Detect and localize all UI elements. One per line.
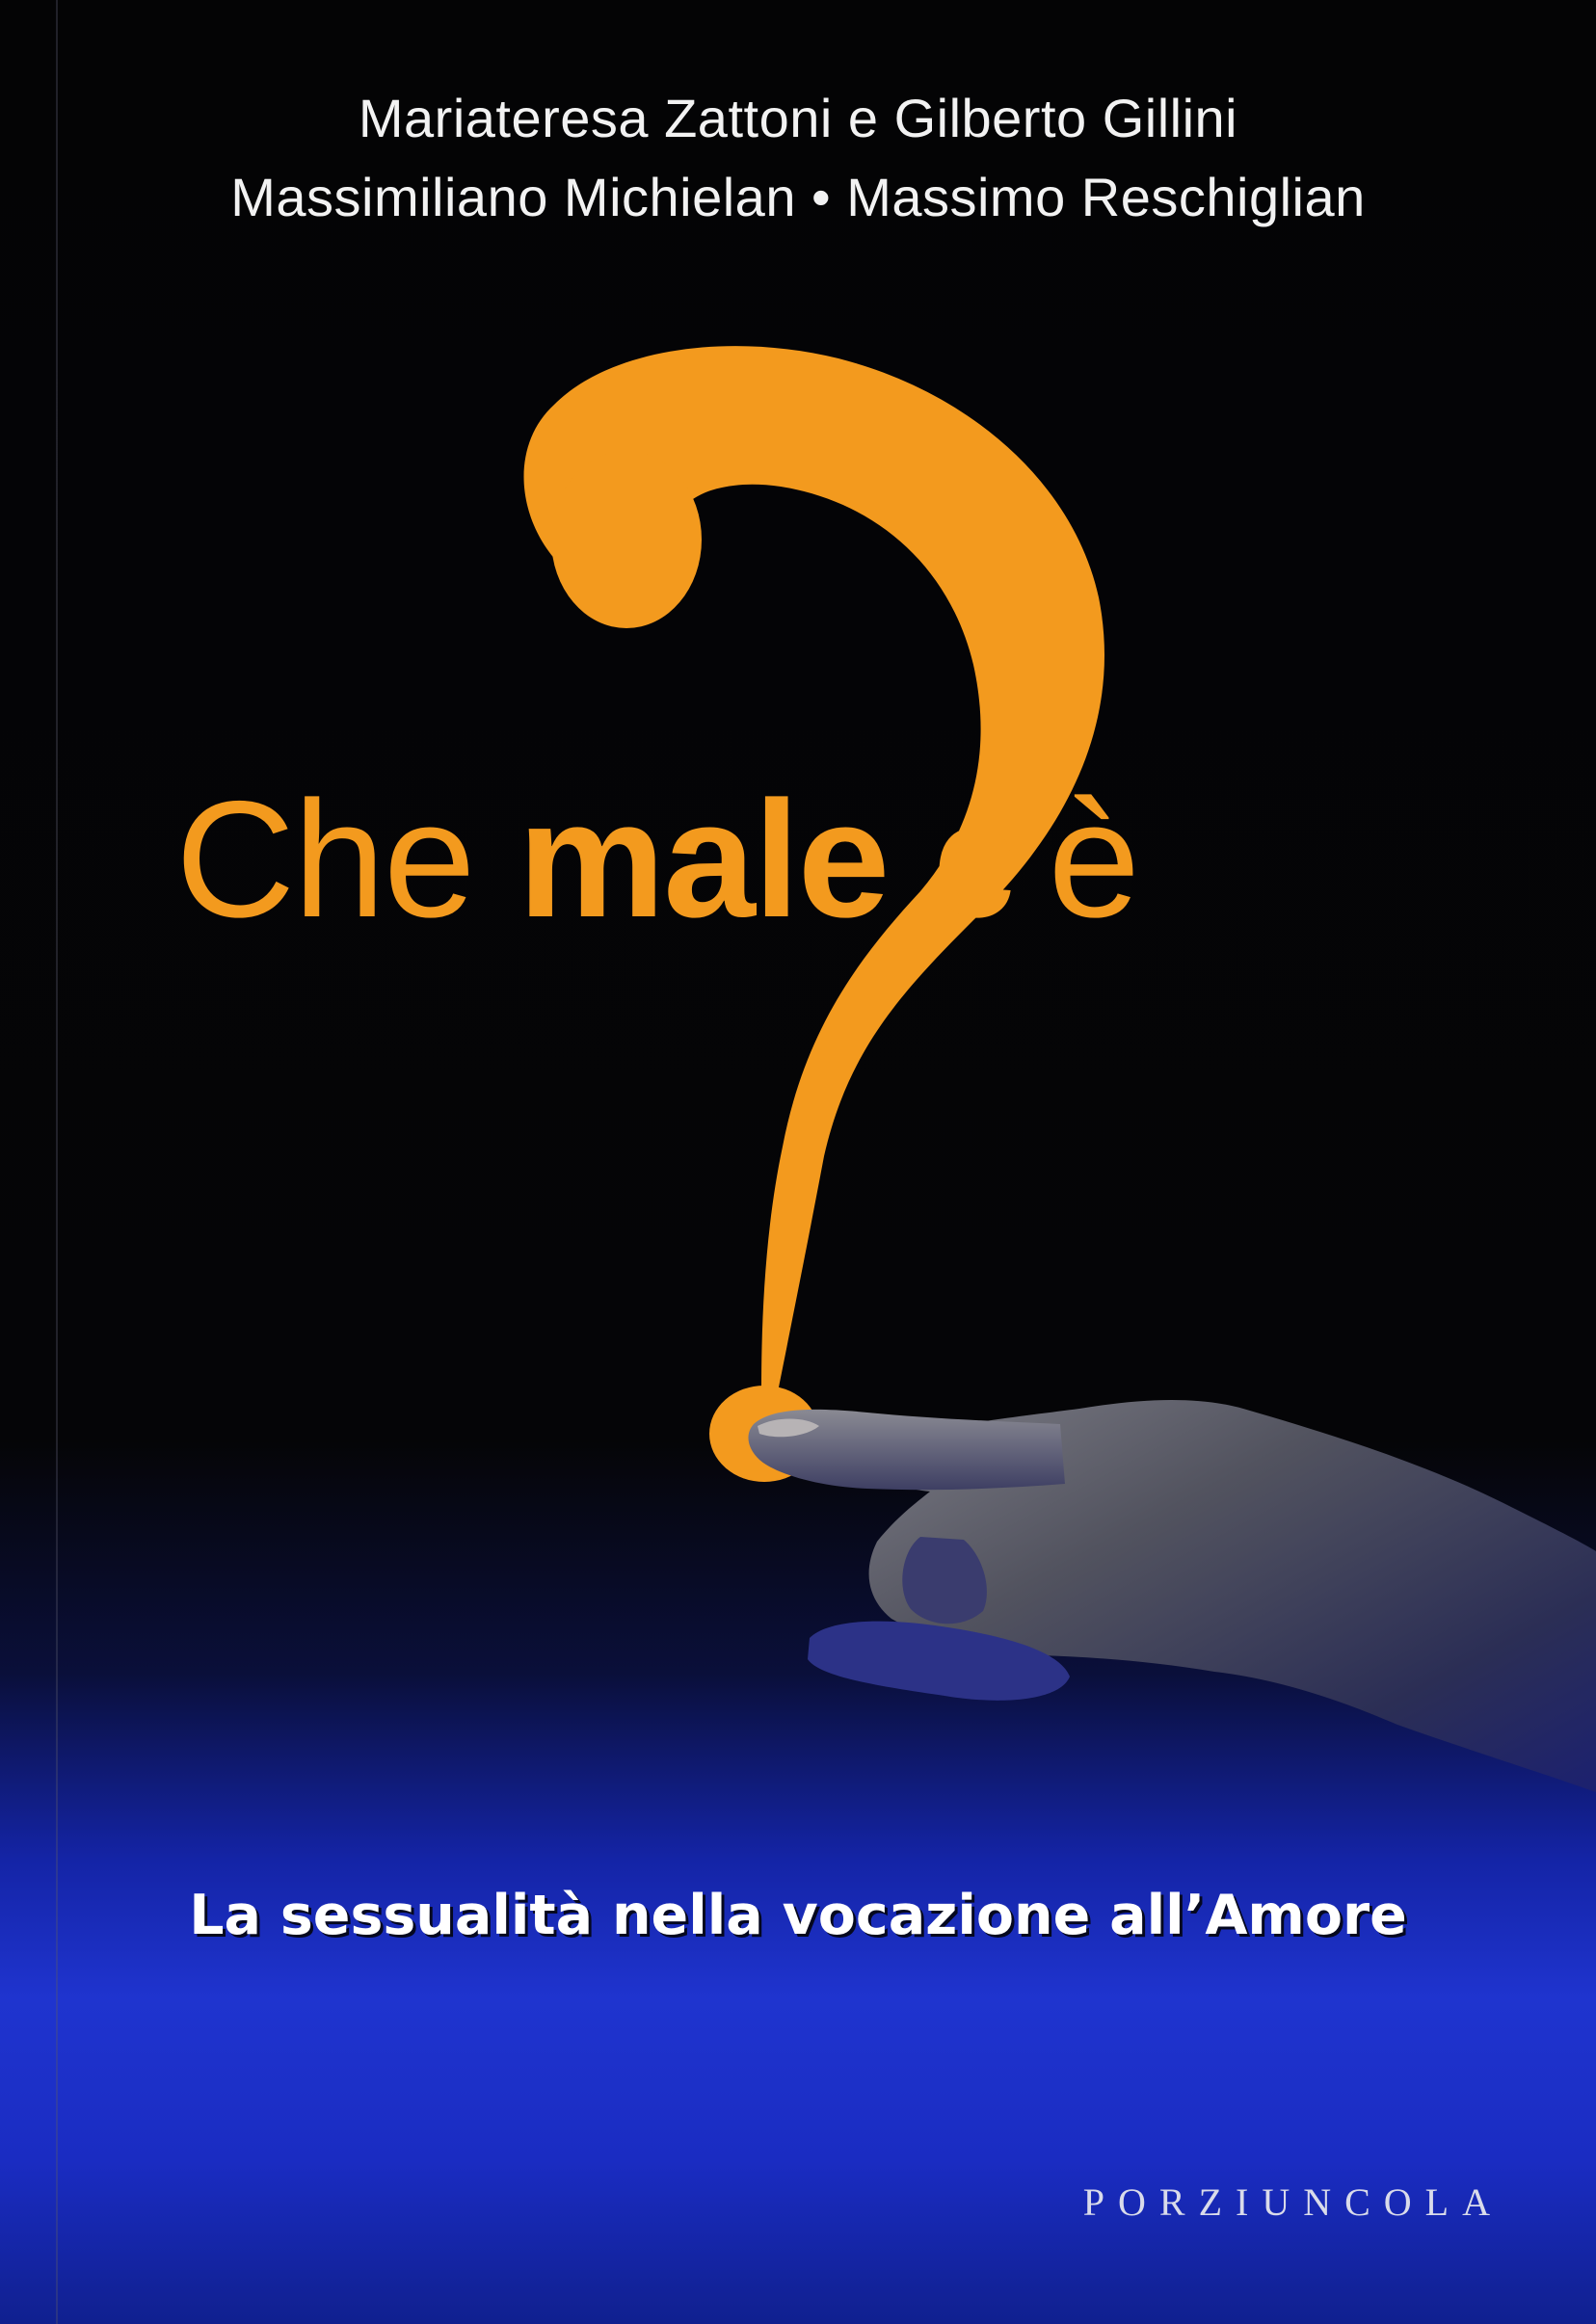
book-subtitle: La sessualità nella vocazione all’Amore xyxy=(189,1884,1407,1947)
title-part-ce: c’è xyxy=(888,767,1139,952)
authors-line-1: Mariateresa Zattoni e Gilberto Gillini xyxy=(358,88,1238,148)
authors-line-2: Massimiliano Michielan • Massimo Reschiglian xyxy=(230,167,1366,227)
publisher-name: PORZIUNCOLA xyxy=(1082,2180,1503,2224)
title-part-che: Che xyxy=(175,767,519,952)
title-part-male: male xyxy=(518,767,889,952)
